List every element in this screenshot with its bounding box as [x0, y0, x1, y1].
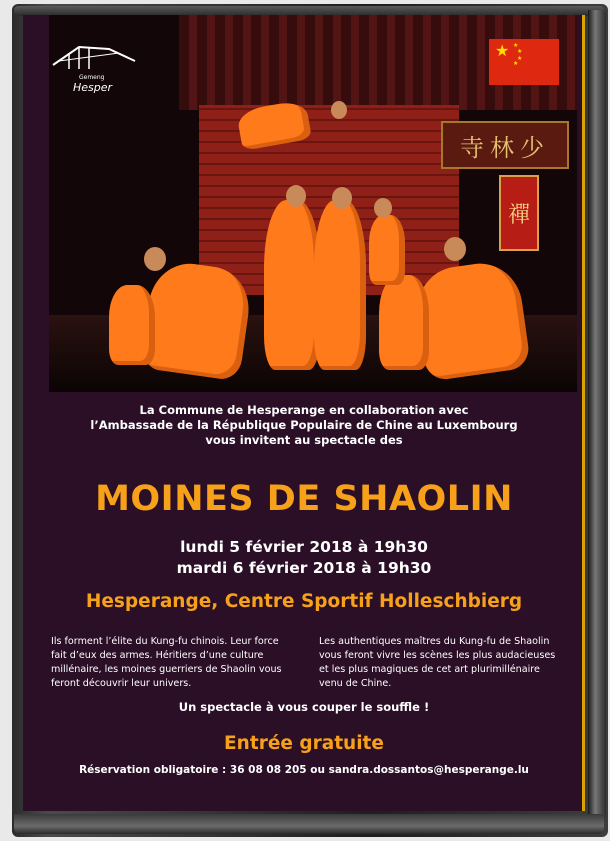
event-venue: Hesperange, Centre Sportif Holleschbierg	[85, 591, 523, 612]
tagline: Un spectacle à vous couper le souffle !	[178, 700, 430, 714]
flag-small-star-icon: ★	[517, 48, 523, 55]
poster	[23, 15, 585, 811]
intro-line: La Commune de Hesperange en collaboration avec	[139, 403, 469, 417]
monk-figure	[379, 275, 429, 370]
intro-text	[23, 403, 585, 448]
temple-banner: 禪	[499, 175, 539, 251]
monk-figure	[314, 200, 366, 370]
monk-head	[332, 187, 352, 209]
monk-head	[331, 101, 347, 119]
event-date: mardi 6 février 2018 à 19h30	[176, 559, 432, 577]
monk-head	[286, 185, 306, 207]
case-spine	[588, 10, 606, 820]
flag-large-star-icon: ★	[495, 41, 510, 60]
logo-text: Hesper	[73, 81, 113, 94]
intro-line: vous invitent au spectacle des	[205, 433, 403, 447]
flag-small-star-icon: ★	[517, 55, 523, 62]
flag-small-star-icon: ★	[513, 60, 519, 67]
monk-figure	[264, 200, 320, 370]
hesper-logo	[49, 39, 139, 94]
description-left: Ils forment l’élite du Kung-fu chinois. Leur force fait d’eux des armes. Héritiers d’une culture millénaire, les moines guerriers de Shaolin vous feront découvrir leur univers.	[51, 636, 282, 689]
monk-head	[374, 198, 392, 218]
event-dates	[23, 537, 585, 579]
intro-line: l’Ambassade de la République Populaire de Chine au Luxembourg	[90, 418, 518, 432]
monk-head	[444, 237, 466, 261]
temple-sign: 寺林少	[441, 121, 569, 169]
free-entry: Entrée gratuite	[224, 733, 384, 754]
event-date: lundi 5 février 2018 à 19h30	[180, 538, 428, 556]
china-flag-icon	[489, 39, 559, 85]
logo-small-text: Gemeng	[79, 74, 105, 81]
description-right: Les authentiques maîtres du Kung-fu de Shaolin vous feront vivre les scènes les plus audacieuses et les plus magiques de cet art plurimillénaire venu de Chine.	[319, 636, 556, 689]
hesper-logo-icon	[49, 39, 139, 75]
monk-head	[144, 247, 166, 271]
reservation-info: Réservation obligatoire : 36 08 08 205 ou sandra.dossantos@hesperange.lu	[79, 764, 529, 776]
flag-small-star-icon: ★	[513, 42, 519, 49]
case-bottom-edge	[14, 814, 604, 834]
event-title: MOINES DE SHAOLIN	[95, 479, 513, 519]
monk-figure	[109, 285, 155, 365]
monk-figure	[369, 215, 405, 285]
